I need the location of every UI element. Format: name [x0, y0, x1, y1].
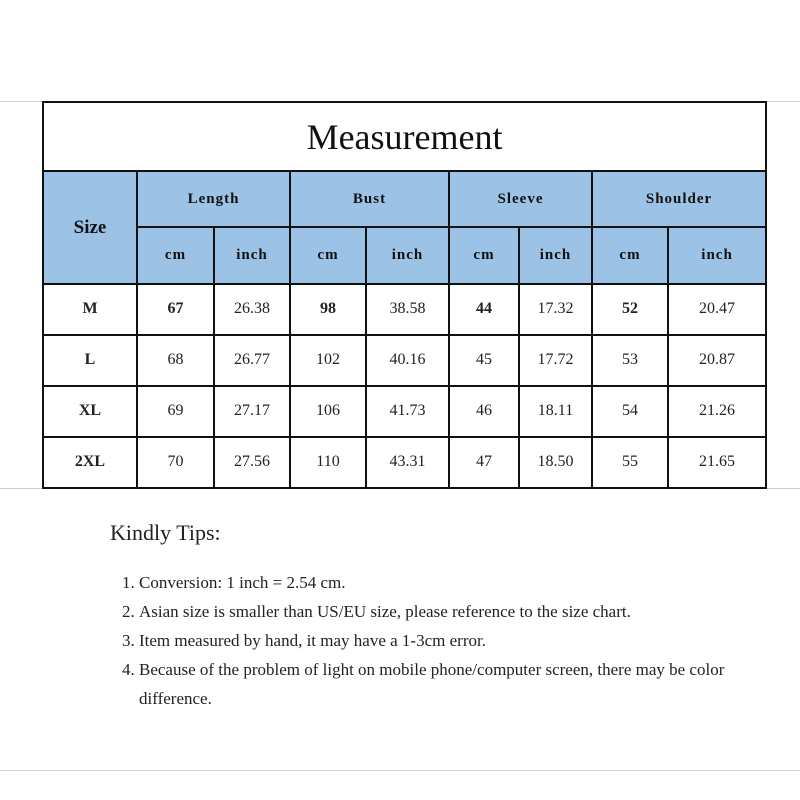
unit-header: inch: [366, 227, 449, 284]
table-cell: 98: [290, 284, 366, 335]
table-cell: 52: [592, 284, 668, 335]
size-header: Size: [43, 171, 137, 283]
table-cell: 27.17: [214, 386, 290, 437]
tip-item: 1. Conversion: 1 inch = 2.54 cm.: [139, 568, 770, 597]
table-cell: 26.38: [214, 284, 290, 335]
table-cell: 106: [290, 386, 366, 437]
divider-bottom: [0, 770, 800, 771]
table-cell: 18.50: [519, 437, 592, 488]
unit-header: cm: [449, 227, 519, 284]
size-label: 2XL: [43, 437, 137, 488]
tip-item: 4. Because of the problem of light on mobile phone/computer screen, there may be color difference.: [139, 655, 770, 713]
bust-header: Bust: [290, 171, 449, 226]
table-cell: 20.87: [668, 335, 766, 386]
table-cell: 110: [290, 437, 366, 488]
size-label: M: [43, 284, 137, 335]
table-cell: 40.16: [366, 335, 449, 386]
table-row: [43, 335, 766, 386]
size-label: XL: [43, 386, 137, 437]
table-cell: 67: [137, 284, 214, 335]
table-cell: 41.73: [366, 386, 449, 437]
table-cell: 54: [592, 386, 668, 437]
unit-header: cm: [592, 227, 668, 284]
shoulder-header: Shoulder: [592, 171, 766, 226]
table-cell: 46: [449, 386, 519, 437]
unit-header: cm: [290, 227, 366, 284]
table-cell: 55: [592, 437, 668, 488]
table-cell: 45: [449, 335, 519, 386]
table-cell: 69: [137, 386, 214, 437]
tips-list: [110, 568, 770, 713]
table-title: Measurement: [43, 102, 766, 171]
table-cell: 27.56: [214, 437, 290, 488]
unit-header: inch: [519, 227, 592, 284]
table-cell: 70: [137, 437, 214, 488]
table-cell: 18.11: [519, 386, 592, 437]
size-table: [42, 101, 767, 489]
table-cell: 21.26: [668, 386, 766, 437]
table-row: [43, 386, 766, 437]
kindly-tips: [110, 520, 770, 713]
table-cell: 17.72: [519, 335, 592, 386]
tip-item: 3. Item measured by hand, it may have a 1-3cm error.: [139, 626, 770, 655]
table-cell: 20.47: [668, 284, 766, 335]
table-row: [43, 284, 766, 335]
tip-item: 2. Asian size is smaller than US/EU size, please reference to the size chart.: [139, 597, 770, 626]
unit-header: inch: [214, 227, 290, 284]
table-cell: 17.32: [519, 284, 592, 335]
table-cell: 47: [449, 437, 519, 488]
size-label: L: [43, 335, 137, 386]
table-cell: 21.65: [668, 437, 766, 488]
table-cell: 43.31: [366, 437, 449, 488]
unit-header: inch: [668, 227, 766, 284]
table-cell: 38.58: [366, 284, 449, 335]
size-chart: [42, 101, 765, 489]
table-cell: 44: [449, 284, 519, 335]
table-cell: 26.77: [214, 335, 290, 386]
table-cell: 102: [290, 335, 366, 386]
length-header: Length: [137, 171, 290, 226]
table-row: [43, 437, 766, 488]
sleeve-header: Sleeve: [449, 171, 592, 226]
tips-title: Kindly Tips:: [110, 520, 221, 545]
unit-header: cm: [137, 227, 214, 284]
table-cell: 68: [137, 335, 214, 386]
table-cell: 53: [592, 335, 668, 386]
